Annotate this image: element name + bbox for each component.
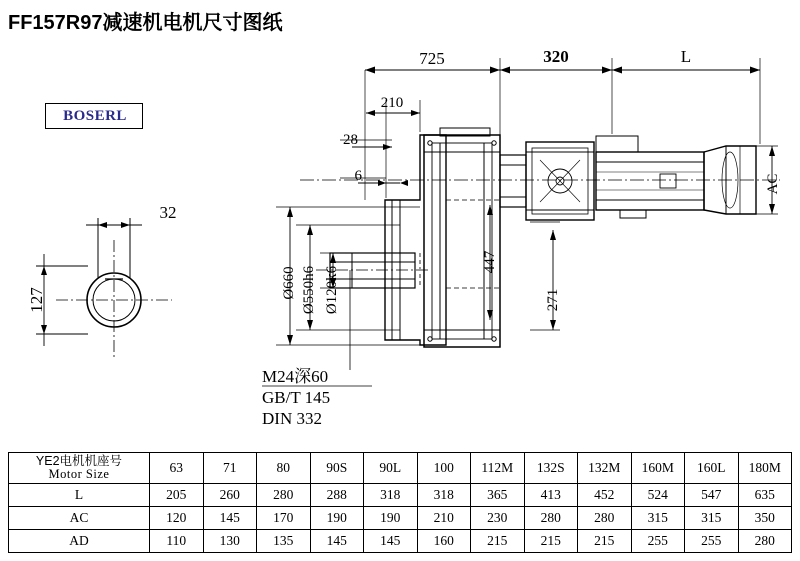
motor-body: [596, 152, 704, 218]
table-col-header: 63: [150, 453, 204, 484]
dim-label-32: 32: [159, 203, 177, 222]
table-row: [9, 530, 792, 553]
table-cell: 145: [310, 530, 364, 553]
note-line-3: DIN 332: [262, 409, 322, 428]
table-cell: 210: [417, 507, 471, 530]
brand-logo-text: BOSERL: [63, 108, 127, 124]
output-shaft: [330, 253, 415, 288]
left-view-centerlines: [56, 240, 172, 358]
table-col-header: 132M: [578, 453, 632, 484]
table-header-label-cn: YE2电机机座号: [35, 453, 123, 468]
table-cell: 350: [738, 507, 792, 530]
table-cell: 215: [578, 530, 632, 553]
dim-label-660: Ø660: [281, 266, 297, 300]
table-cell: 280: [578, 507, 632, 530]
table-cell: 280: [738, 530, 792, 553]
table-cell: 190: [310, 507, 364, 530]
table-cell: 288: [310, 484, 364, 507]
table-cell: 120: [150, 507, 204, 530]
dim-label-725: 725: [419, 49, 445, 68]
table-cell: 145: [203, 507, 257, 530]
table-col-header: 132S: [524, 453, 578, 484]
table-col-header: 160L: [685, 453, 739, 484]
dim-271: [530, 222, 560, 330]
flange-housing: [385, 135, 446, 345]
table-row: [9, 507, 792, 530]
dim-320: [500, 67, 612, 74]
table-cell: 547: [685, 484, 739, 507]
table-header-row: [9, 453, 792, 484]
table-col-header: 90L: [364, 453, 418, 484]
table-header-label-en: Motor Size: [48, 467, 110, 481]
table-cell: 170: [257, 507, 311, 530]
terminal-box: [596, 136, 638, 152]
table-row-label: AC: [9, 507, 150, 530]
table-cell: 230: [471, 507, 525, 530]
dim-label-L: L: [680, 47, 692, 66]
table-col-header: 160M: [631, 453, 685, 484]
dim-label-6: 6: [354, 168, 362, 184]
dim-label-447: 447: [482, 250, 498, 274]
dim-6: [358, 180, 408, 186]
dim-label-120: Ø120k6: [324, 265, 340, 315]
extension-lines-top: [340, 58, 760, 200]
table-row-label: L: [9, 484, 150, 507]
table-cell: 190: [364, 507, 418, 530]
note-line-2: GB/T 145: [262, 388, 331, 407]
page-title: FF157R97减速机电机尺寸图纸: [8, 12, 283, 34]
adapter-housing: [500, 155, 526, 207]
dim-label-320: 320: [543, 47, 569, 66]
note-line-1: M24深60: [262, 367, 329, 386]
table-cell: 280: [257, 484, 311, 507]
table-cell: 318: [417, 484, 471, 507]
dim-label-271: 271: [545, 288, 561, 312]
table-cell: 145: [364, 530, 418, 553]
table-cell: 205: [150, 484, 204, 507]
table-col-header: 90S: [310, 453, 364, 484]
table-row: [9, 484, 792, 507]
motor-size-table: [8, 452, 792, 553]
dim-L: [612, 67, 760, 74]
table-cell: 215: [471, 530, 525, 553]
table-col-header: 100: [417, 453, 471, 484]
table-row-label: AD: [9, 530, 150, 553]
table-header-label: [9, 453, 150, 484]
dim-label-550: Ø550h6: [301, 265, 317, 315]
table-col-header: 180M: [738, 453, 792, 484]
table-col-header: 112M: [471, 453, 525, 484]
dim-label-28: 28: [343, 132, 358, 148]
table-cell: 280: [524, 507, 578, 530]
table-cell: 318: [364, 484, 418, 507]
table-cell: 135: [257, 530, 311, 553]
table-cell: 524: [631, 484, 685, 507]
table-cell: 365: [471, 484, 525, 507]
dim-label-127: 127: [27, 287, 46, 313]
dim-label-AC: AC: [765, 173, 781, 195]
table-cell: 635: [738, 484, 792, 507]
table-cell: 110: [150, 530, 204, 553]
motor-adapter: [526, 142, 594, 220]
table-cell: 315: [631, 507, 685, 530]
table-cell: 260: [203, 484, 257, 507]
dim-label-210: 210: [380, 95, 404, 111]
table-cell: 413: [524, 484, 578, 507]
table-col-header: 71: [203, 453, 257, 484]
table-cell: 215: [524, 530, 578, 553]
table-cell: 160: [417, 530, 471, 553]
table-cell: 255: [631, 530, 685, 553]
table-cell: 452: [578, 484, 632, 507]
table-col-header: 80: [257, 453, 311, 484]
table-cell: 130: [203, 530, 257, 553]
table-cell: 255: [685, 530, 739, 553]
table-cell: 315: [685, 507, 739, 530]
